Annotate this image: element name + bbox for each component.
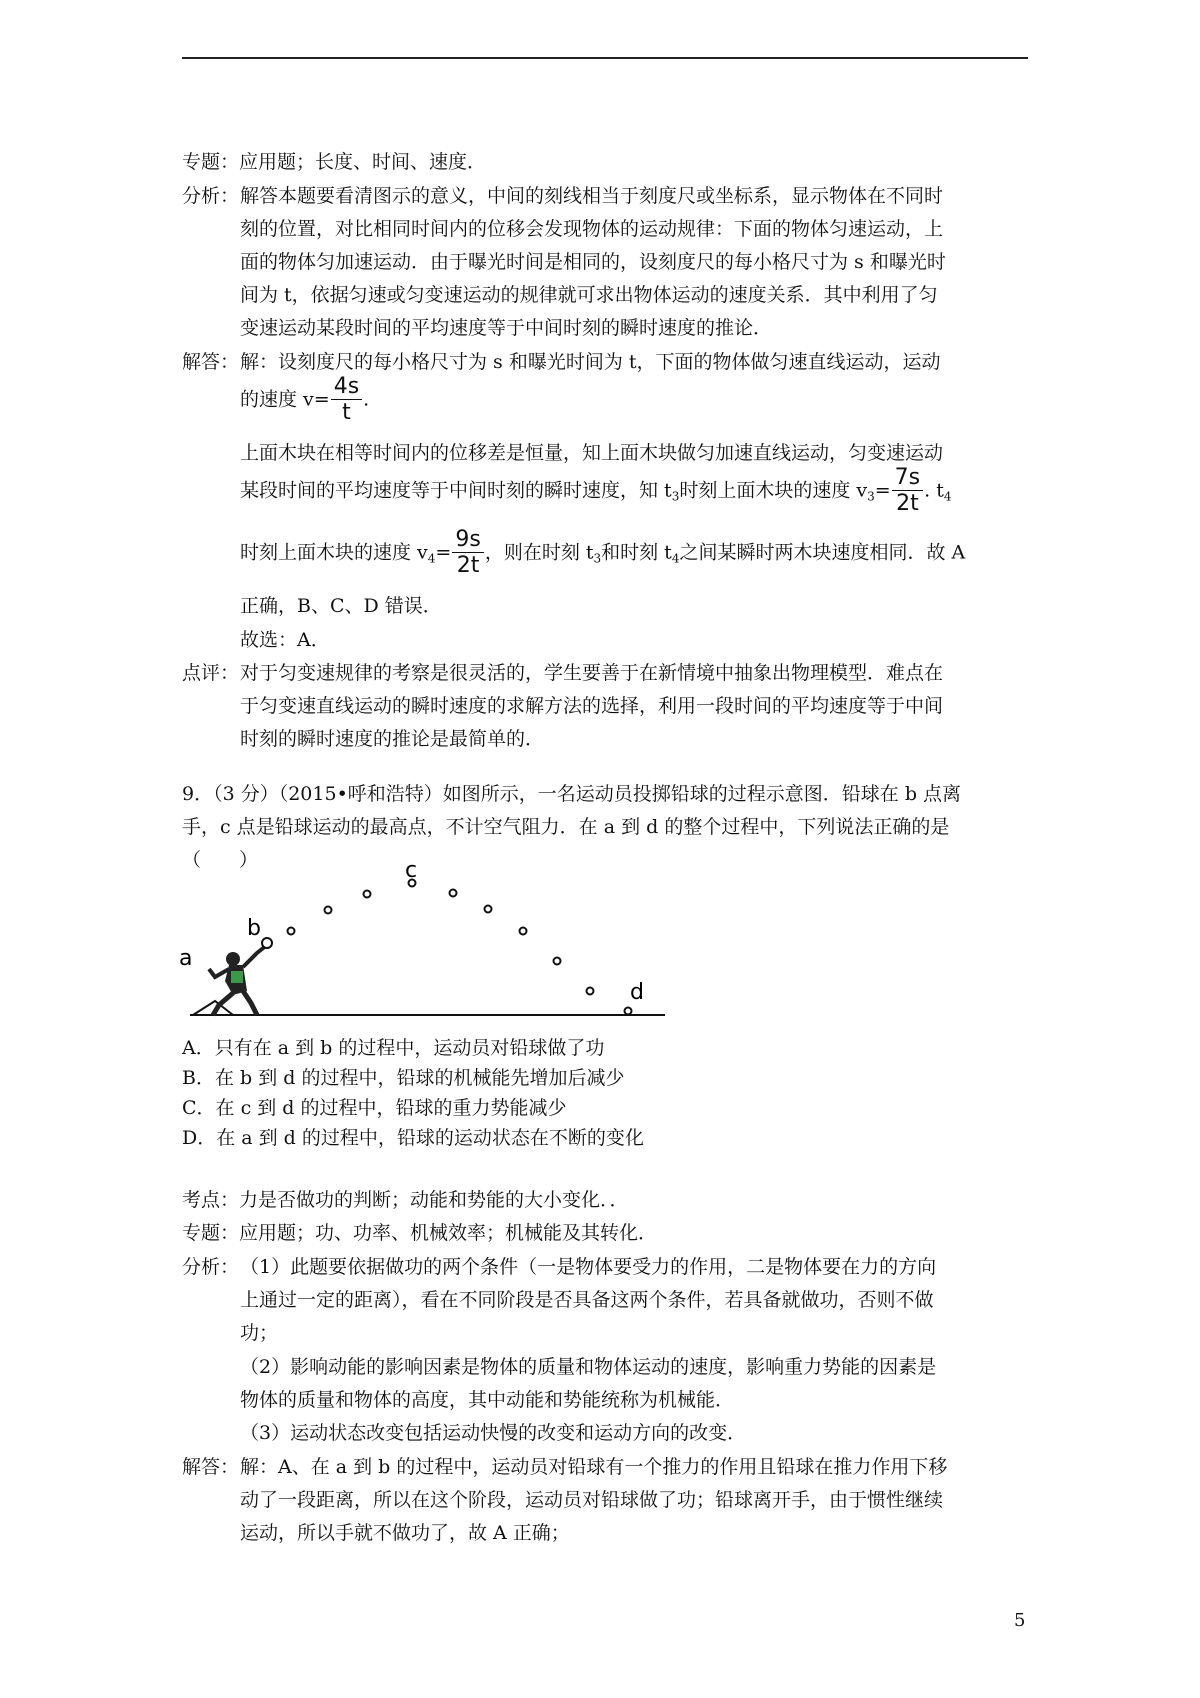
question-stem-line: （ ） (182, 849, 259, 871)
analysis-label: 分析： (182, 185, 240, 207)
answer-line: 上面木块在相等时间内的位移差是恒量，知上面木块做匀加速直线运动，匀变速运动 (240, 442, 944, 464)
fraction-numerator: 9s (452, 528, 483, 553)
answer-line-v3 (240, 466, 952, 521)
fraction-numerator: 4s (331, 375, 362, 400)
comment-label: 点评： (182, 662, 240, 684)
answer-text: 某段时间的平均速度等于中间时刻的瞬时速度，知 t (240, 479, 672, 502)
answer-text: . t (924, 479, 944, 502)
fraction-9s-over-2t (452, 528, 483, 579)
ball-position (554, 958, 561, 965)
subscript: 3 (867, 489, 875, 504)
label-b: b (247, 916, 261, 941)
label-c: c (405, 858, 418, 883)
analysis-line: 上通过一定的距离），看在不同阶段是否具备这两个条件，若具备就做功，否则不做 (240, 1289, 934, 1311)
shot-put-trajectory-figure (179, 858, 670, 1023)
answer-text: ，则在时刻 t (484, 541, 594, 564)
ball-position (325, 907, 332, 914)
answer-line: 运动，所以手就不做功了，故 A 正确； (240, 1522, 570, 1544)
ball-position (450, 890, 457, 897)
subscript: 3 (671, 489, 680, 504)
fraction-numerator: 7s (892, 466, 923, 491)
option-c: C．在 c 到 d 的过程中，铅球的重力势能减少 (182, 1097, 567, 1119)
fraction-denominator: 2t (896, 491, 919, 516)
topic-text: 应用题；功、功率、机械效率；机械能及其转化． (239, 1222, 658, 1244)
answer-line-velocity (240, 375, 369, 426)
answer-label: 解答： (182, 1456, 240, 1478)
ball-position-d (625, 1008, 632, 1015)
answer-text: 时刻上面木块的速度 v (679, 479, 868, 502)
subscript: 4 (671, 551, 680, 566)
option-a: A．只有在 a 到 b 的过程中，运动员对铅球做了功 (182, 1037, 605, 1059)
kaodian-label: 考点： (182, 1189, 240, 1211)
question-stem-line: 手，c 点是铅球运动的最高点，不计空气阻力．在 a 到 d 的整个过程中，下列说法正确的是 (182, 816, 950, 838)
answer-text: 之间某瞬时两木块速度相同．故 A (679, 541, 966, 564)
athlete-figure (209, 938, 272, 1015)
analysis-line: 面的物体匀加速运动．由于曝光时间是相同的，设刻度尺的每小格尺寸为 s 和曝光时 (240, 251, 946, 273)
analysis-line: 间为 t，依据匀速或匀变速运动的规律就可求出物体运动的速度关系．其中利用了匀 (240, 284, 938, 306)
prev-topic-line (182, 150, 486, 174)
analysis-line: 刻的位置，对比相同时间内的位移会发现物体的运动规律：下面的物体匀速运动，上 (240, 218, 944, 240)
answer-text: 的速度 v= (240, 388, 330, 411)
comment-line: 于匀变速直线运动的瞬时速度的求解方法的选择，利用一段时间的平均速度等于中间 (240, 695, 944, 717)
answer-text: 和时刻 t (601, 541, 672, 564)
label-d: d (630, 980, 644, 1005)
label-a: a (179, 946, 193, 971)
header-rule (182, 57, 1028, 59)
topic-text: 应用题；长度、时间、速度． (239, 151, 487, 173)
comment-line: 时刻的瞬时速度的推论是最简单的． (240, 728, 545, 750)
answer-text: 时刻上面木块的速度 v (240, 541, 428, 564)
answer-line: 解：设刻度尺的每小格尺寸为 s 和曝光时间为 t，下面的物体做匀速直线运动，运动 (240, 351, 941, 373)
analysis-line: （1）此题要依据做功的两个条件（一是物体要受力的作用，二是物体要在力的方向 (240, 1256, 937, 1278)
fraction-7s-over-2t (892, 466, 923, 517)
page-number: 5 (1014, 1610, 1026, 1631)
fraction-4s-over-t (331, 375, 362, 426)
analysis-line: 变速运动某段时间的平均速度等于中间时刻的瞬时速度的推论． (240, 317, 773, 339)
subscript: 4 (427, 551, 436, 566)
comment-line: 对于匀变速规律的考察是很灵活的，学生要善于在新情境中抽象出物理模型．难点在 (240, 662, 944, 684)
shot-put-positions (288, 880, 632, 1015)
answer-text: . (363, 388, 370, 411)
equals-sign: = (435, 541, 452, 564)
ball-position (520, 928, 527, 935)
answer-label: 解答： (182, 351, 240, 373)
analysis-line: 物体的质量和物体的高度，其中动能和势能统称为机械能． (240, 1389, 735, 1411)
fraction-denominator: 2t (456, 553, 480, 578)
topic-label: 专题： (182, 151, 240, 173)
ball-position (288, 928, 295, 935)
kaodian-line (182, 1188, 629, 1212)
kaodian-text: 力是否做功的判断；动能和势能的大小变化．． (239, 1189, 629, 1211)
ball-position (485, 906, 492, 913)
question-stem-line: 9．（3 分）（2015•呼和浩特）如图所示，一名运动员投掷铅球的过程示意图．铅球在 b 点离 (182, 783, 962, 805)
answer-line: 动了一段距离，所以在这个阶段，运动员对铅球做了功；铅球离开手，由于惯性继续 (240, 1489, 944, 1511)
analysis-line: 功； (240, 1322, 279, 1344)
ball-position (587, 988, 594, 995)
fraction-denominator: t (342, 400, 351, 425)
ball-position (364, 891, 371, 898)
answer-line: 解：A、在 a 到 b 的过程中，运动员对铅球有一个推力的作用且铅球在推力作用下移 (240, 1456, 948, 1478)
topic-label: 专题： (182, 1222, 240, 1244)
analysis-line: 解答本题要看清图示的意义，中间的刻线相当于刻度尺或坐标系，显示物体在不同时 (240, 185, 944, 207)
answer-line: 正确，B、C、D 错误． (240, 595, 442, 617)
analysis-line: （2）影响动能的影响因素是物体的质量和物体运动的速度，影响重力势能的因素是 (240, 1356, 937, 1378)
subscript: 4 (943, 489, 952, 504)
equals-sign: = (874, 479, 891, 502)
subscript: 3 (593, 551, 602, 566)
option-b: B．在 b 到 d 的过程中，铅球的机械能先增加后减少 (182, 1067, 625, 1089)
option-d: D．在 a 到 d 的过程中，铅球的运动状态在不断的变化 (182, 1127, 644, 1149)
answer-line-v4 (240, 528, 965, 583)
answer-choice: 故选：A． (240, 629, 330, 651)
analysis-label: 分析： (182, 1256, 240, 1278)
q9-topic-line (182, 1221, 657, 1245)
analysis-line: （3）运动状态改变包括运动快慢的改变和运动方向的改变． (240, 1422, 747, 1444)
